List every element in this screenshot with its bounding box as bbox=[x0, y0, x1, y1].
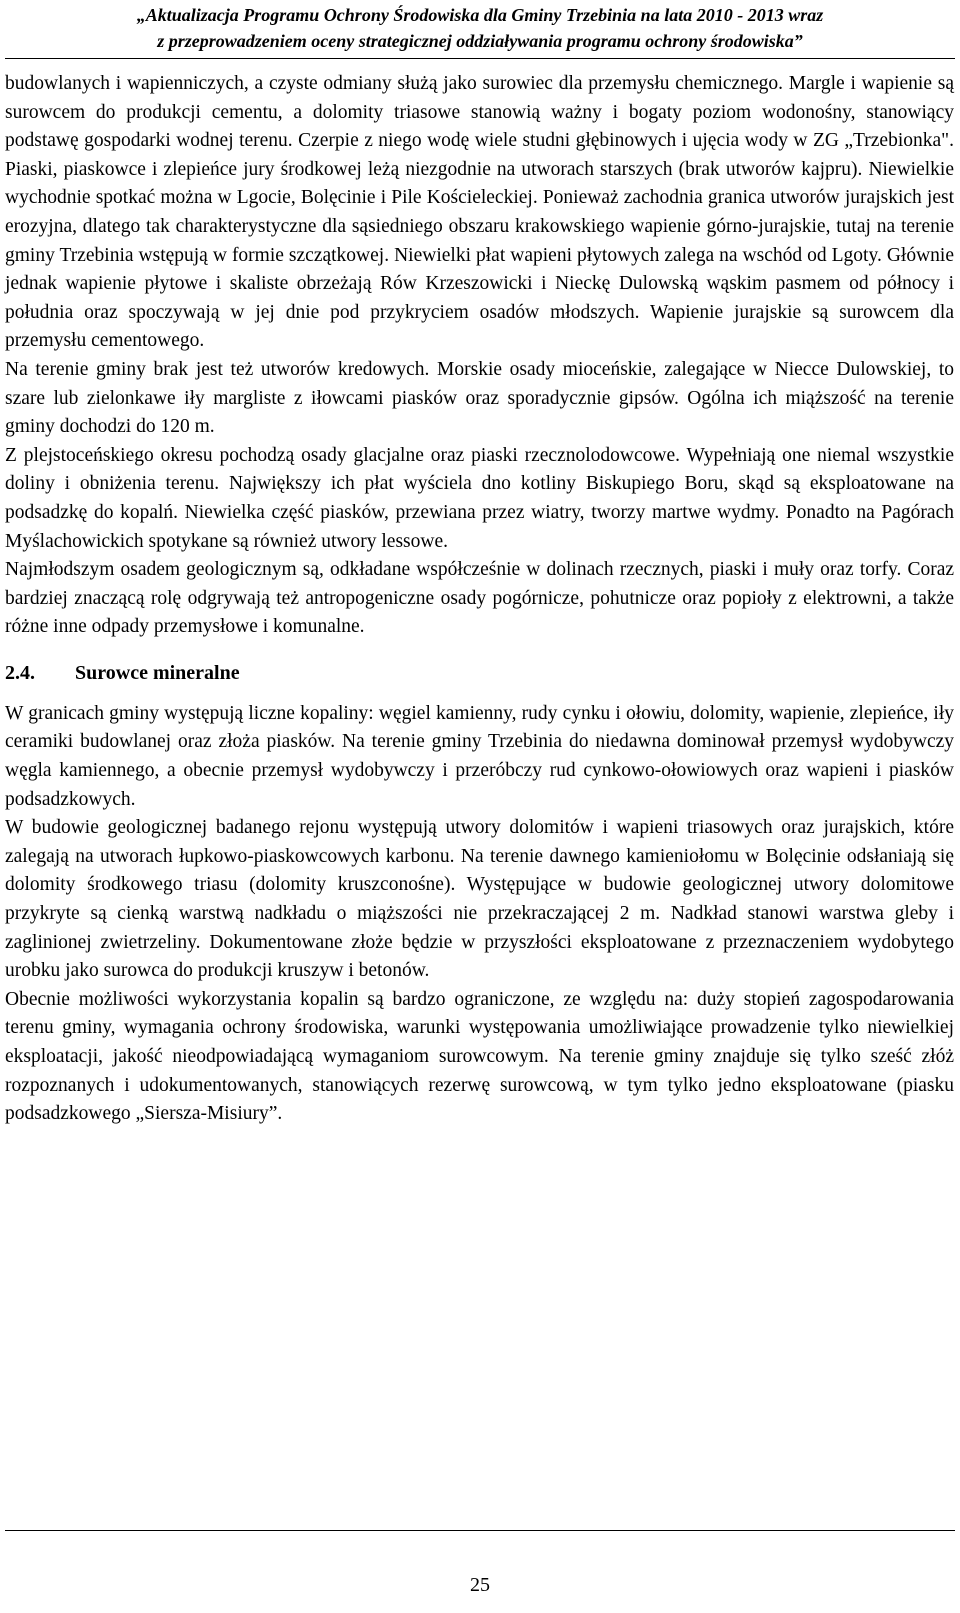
header-divider bbox=[5, 58, 955, 59]
section-title: Surowce mineralne bbox=[75, 661, 240, 684]
body-paragraph: budowlanych i wapienniczych, a czyste odmiany służą jako surowiec dla przemysłu chemicznego. Margle i wapienie są surowcem do produkcji cementu, a dolomity triasowe stanowią ważny i bogaty poziom wodonośny, stanowiący podstawę gospodarki wodnej terenu. Czerpie z niego wodę wiele studni głębinowych i ujęcia wody w ZG „Trzebionka". Piaski, piaskowce i zlepieńce jury środkowej leżą niezgodnie na utworach starszych (brak utworów kajpru). Niewielkie wychodnie spotkać można w Lgocie, Bolęcinie i Pile Kościeleckiej. Ponieważ zachodnia granica utworów jurajskich jest erozyjna, dlatego tak charakterystyczne dla sąsiedniego obszaru krakowskiego wapienie górno-jurajskie, tutaj na terenie gminy Trzebinia wstępują w formie szczątkowej. Niewielki płat wapieni płytowych zalega na wschód od Lgoty. Głównie jednak wapienie płytowe i skaliste obrzeżają Rów Krzeszowicki i Nieckę Dulowską wąskim pasmem od północy i południa oraz spoczywają w jej dnie pod przykryciem osadów młodszych. Wapienie jurajskie są surowcem dla przemysłu cementowego. bbox=[5, 73, 954, 352]
page-number: 25 bbox=[470, 1574, 490, 1596]
document-header bbox=[0, 2, 960, 54]
body-paragraph: Najmłodszym osadem geologicznym są, odkładane współcześnie w dolinach rzecznych, piaski i muły oraz torfy. Coraz bardziej znaczącą rolę odgrywają też antropogeniczne osady pogórnicze, pohutnicze oraz popioły z elektrowni, a także różne inne odpady przemysłowe i komunalne. bbox=[5, 559, 954, 638]
body-paragraph: Na terenie gminy brak jest też utworów kredowych. Morskie osady mioceńskie, zalegające w Niecce Dulowskiej, to szare lub zielonkawe iły margliste z iłowcami piasków oraz sporadycznie gipsów. Ogólna ich miąższość na terenie gminy dochodzi do 120 m. bbox=[5, 358, 954, 438]
section-heading bbox=[5, 660, 954, 686]
header-line-2: z przeprowadzeniem oceny strategicznej oddziaływania programu ochrony środowiska” bbox=[157, 31, 803, 51]
document-body bbox=[5, 70, 954, 1129]
header-line-1: „Aktualizacja Programu Ochrony Środowiska dla Gminy Trzebinia na lata 2010 - 2013 wraz bbox=[136, 5, 824, 25]
body-paragraph: Obecnie możliwości wykorzystania kopalin są bardzo ograniczone, ze względu na: duży stopień zagospodarowania terenu gminy, wymagania ochrony środowiska, warunki występowania umożliwiające prowadzenie tylko niewielkiej eksploatacji, jakość nieodpowiadającą wymaganiom surowcowym. Na terenie gminy znajduje się tylko sześć złóż rozpoznanych i udokumentowanych, stanowiących rezerwę surowcową, w tym tylko jedno eksploatowane (piasku podsadzkowego „Siersza-Misiury”. bbox=[5, 988, 954, 1125]
footer-divider bbox=[5, 1530, 955, 1531]
body-paragraph: Z plejstoceńskiego okresu pochodzą osady glacjalne oraz piaski rzecznolodowcowe. Wypełniają one niemal wszystkie doliny i obniżenia terenu. Największy ich płat wyściela dno kotliny Biskupiego Boru, skąd są eksploatowane na podsadzkę do kopalń. Niewielka część piasków, przewiana przez wiatry, tworzy martwe wydmy. Ponadto na Pagórach Myślachowickich spotykane są również utwory lessowe. bbox=[5, 444, 954, 552]
section-number: 2.4. bbox=[5, 661, 35, 684]
body-paragraph: W granicach gminy występują liczne kopaliny: węgiel kamienny, rudy cynku i ołowiu, dolomity, wapienie, zlepieńce, iły ceramiki budowlanej oraz złoża piasków. Na terenie gminy Trzebinia do niedawna dominował przemysł wydobywczy węgla kamiennego, a obecnie przemysł wydobywczy i przeróbczy rud cynkowo-ołowiowych oraz wapieni i piasków podsadzkowych. bbox=[5, 702, 954, 810]
body-paragraph: W budowie geologicznej badanego rejonu występują utwory dolomitów i wapieni triasowych oraz jurajskich, które zalegają na utworach łupkowo-piaskowcowych karbonu. Na terenie dawnego kamieniołomu w Bolęcinie odsłaniają się dolomity środkowego triasu (dolomity kruszconośne). Występujące w budowie geologicznej utwory dolomitowe przykryte są cienką warstwą nadkładu o miąższości nie przekraczającej 2 m. Nadkład stanowi warstwa gleby i zaglinionej zwietrzeliny. Dokumentowane złoże będzie w przyszłości eksploatowane z przeznaczeniem wydobytego urobku jako surowca do produkcji kruszyw i betonów. bbox=[5, 817, 954, 982]
